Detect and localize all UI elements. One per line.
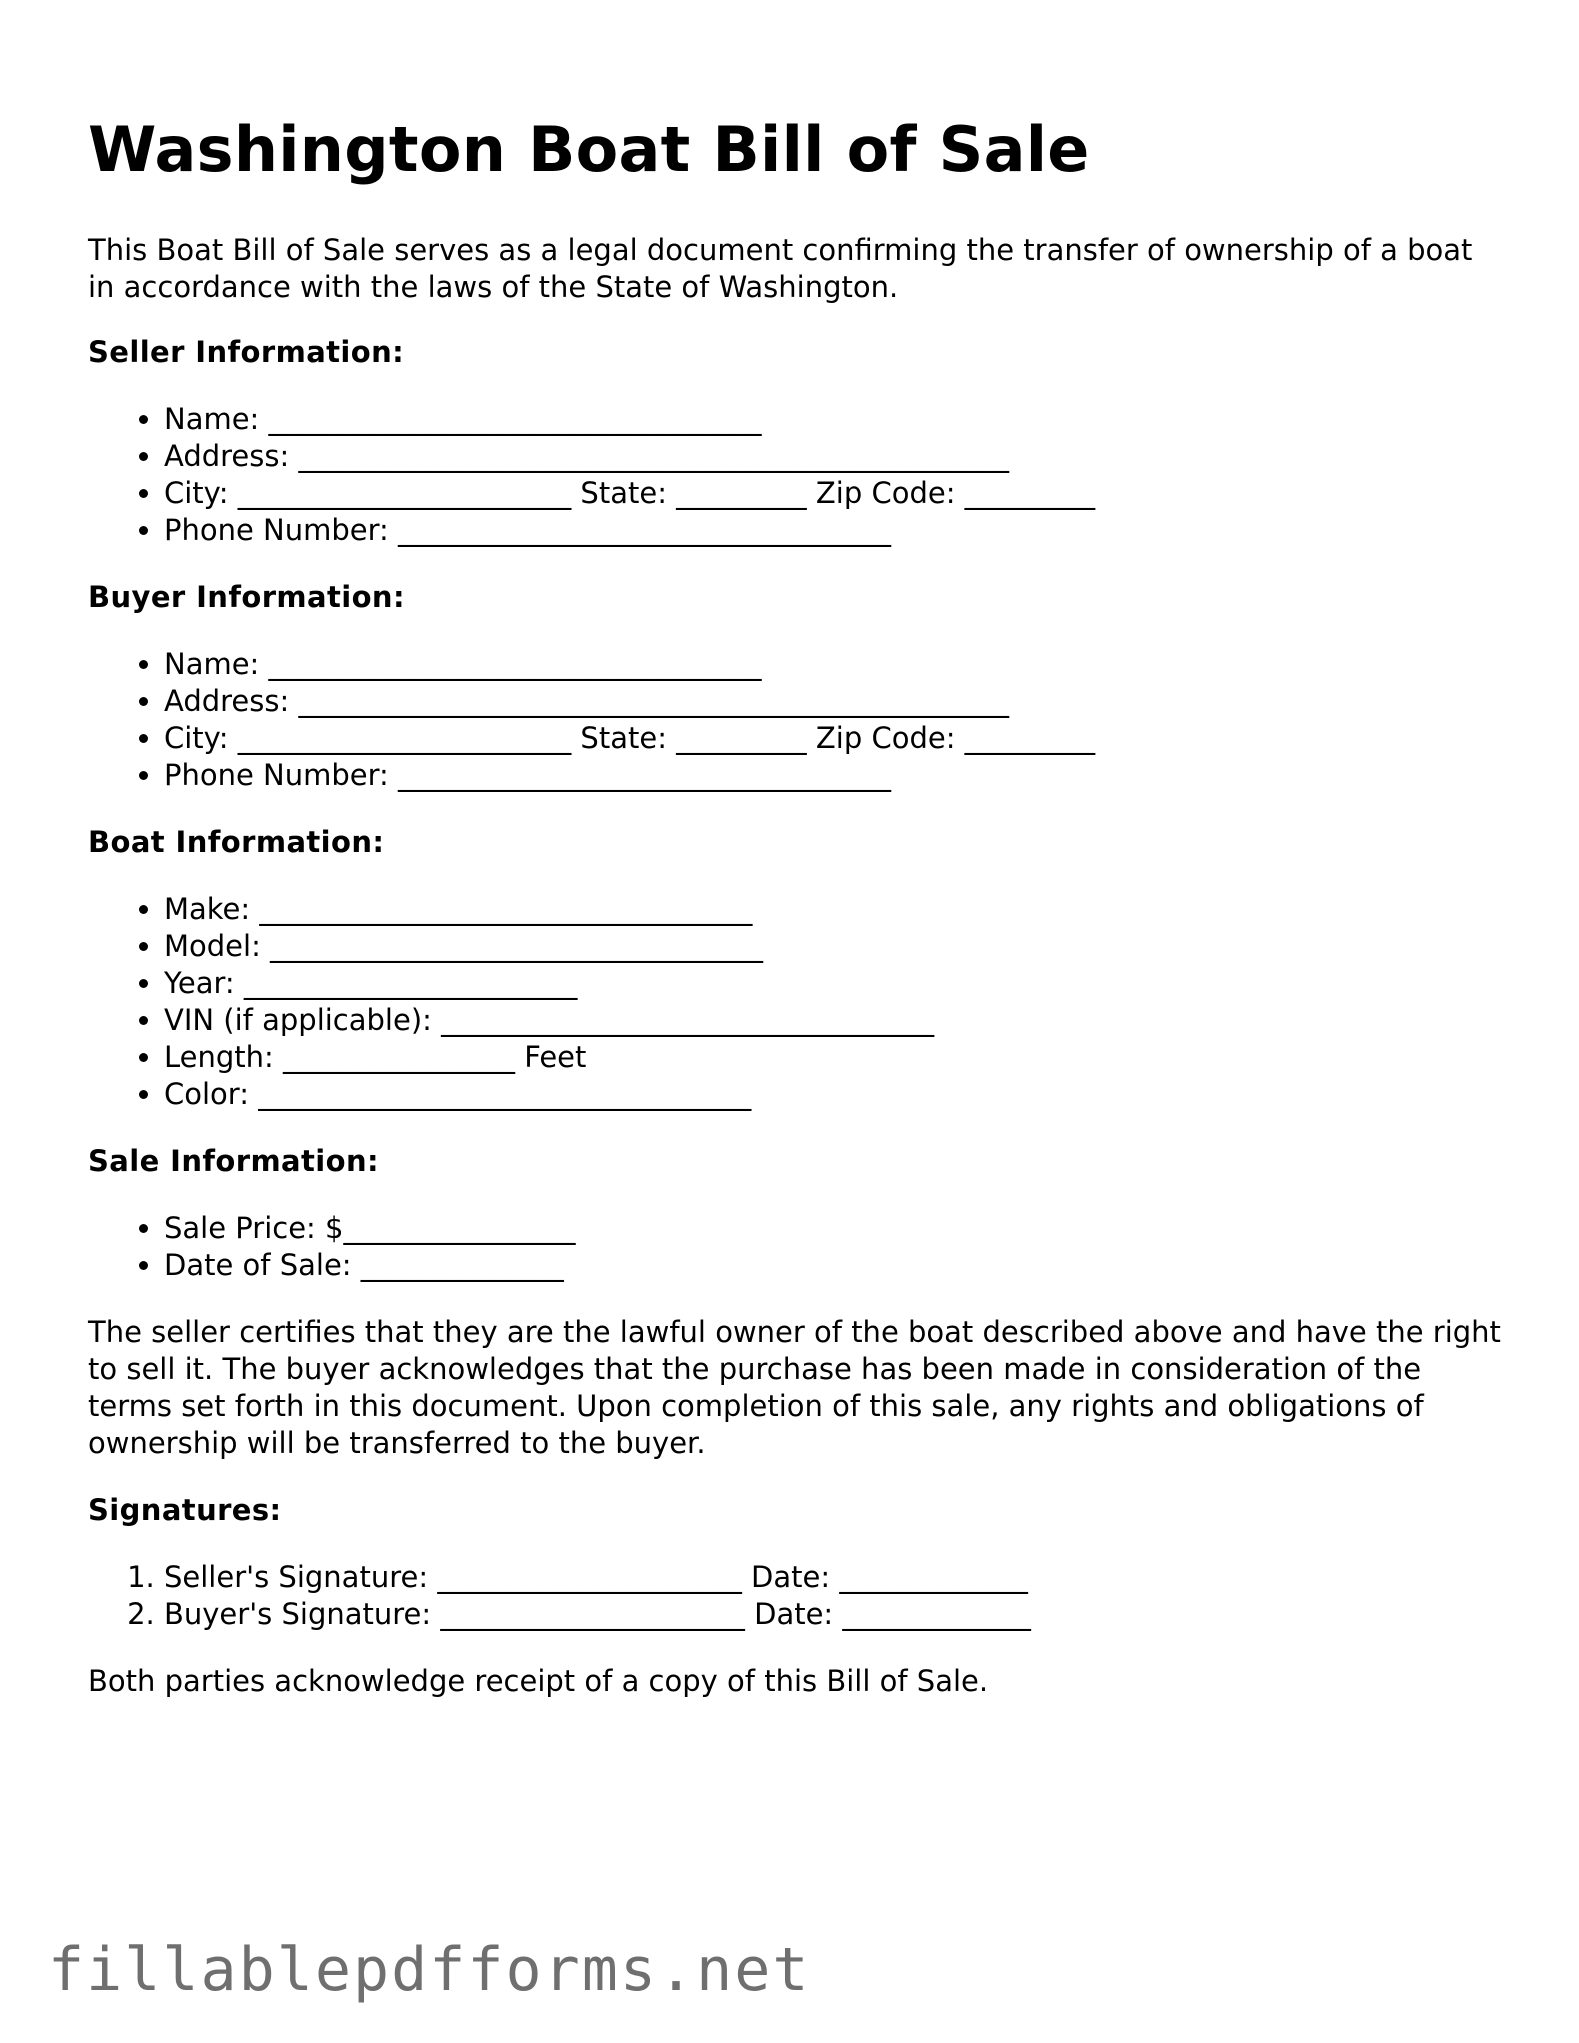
boat-year-field[interactable]: • Year: _______________________ bbox=[164, 965, 1508, 1002]
seller-name-field[interactable]: • Name: __________________________________ bbox=[164, 401, 1508, 438]
boat-color-field[interactable]: • Color: __________________________________ bbox=[164, 1076, 1508, 1113]
seller-city-state-zip-field[interactable]: • City: _______________________ State: _________ Zip Code: _________ bbox=[164, 475, 1508, 512]
boat-vin-field[interactable]: • VIN (if applicable): __________________________________ bbox=[164, 1002, 1508, 1039]
boat-fields bbox=[88, 891, 1508, 1113]
signatures-section-heading: Signatures: bbox=[88, 1493, 282, 1527]
buyer-fields bbox=[88, 646, 1508, 794]
buyer-address-field[interactable]: • Address: _________________________________________________ bbox=[164, 683, 1508, 720]
seller-section-heading: Seller Information: bbox=[88, 335, 405, 369]
signature-fields bbox=[88, 1559, 1508, 1633]
certification-paragraph: The seller certifies that they are the lawful owner of the boat described above and have the right to sell it. The buyer acknowledges that the purchase has been made in consideration of the terms set forth in this document. Upon completion of this sale, any rights and obligations of ownership will be transferred to the buyer. bbox=[88, 1315, 1501, 1460]
boat-make-field[interactable]: • Make: __________________________________ bbox=[164, 891, 1508, 928]
seller-address-field[interactable]: • Address: _________________________________________________ bbox=[164, 438, 1508, 475]
boat-section-heading: Boat Information: bbox=[88, 825, 385, 859]
intro-paragraph: This Boat Bill of Sale serves as a legal document confirming the transfer of ownership of a boat in accordance with the laws of the State of Washington. bbox=[88, 233, 1473, 304]
seller-signature-field[interactable]: 1. Seller's Signature: _____________________ Date: _____________ bbox=[164, 1559, 1508, 1596]
buyer-name-field[interactable]: • Name: __________________________________ bbox=[164, 646, 1508, 683]
buyer-phone-field[interactable]: • Phone Number: __________________________________ bbox=[164, 757, 1508, 794]
boat-model-field[interactable]: • Model: __________________________________ bbox=[164, 928, 1508, 965]
seller-fields bbox=[88, 401, 1508, 549]
seller-phone-field[interactable]: • Phone Number: __________________________________ bbox=[164, 512, 1508, 549]
closing-paragraph: Both parties acknowledge receipt of a copy of this Bill of Sale. bbox=[88, 1664, 989, 1698]
boat-length-field[interactable]: • Length: ________________ Feet bbox=[164, 1039, 1508, 1076]
sale-price-field[interactable]: • Sale Price: $________________ bbox=[164, 1210, 1508, 1247]
sale-fields bbox=[88, 1210, 1508, 1284]
sale-date-field[interactable]: • Date of Sale: ______________ bbox=[164, 1247, 1508, 1284]
document-page bbox=[88, 108, 1508, 1700]
buyer-signature-field[interactable]: 2. Buyer's Signature: _____________________ Date: _____________ bbox=[164, 1596, 1508, 1633]
page-title: Washington Boat Bill of Sale bbox=[88, 113, 1090, 186]
buyer-city-state-zip-field[interactable]: • City: _______________________ State: _________ Zip Code: _________ bbox=[164, 720, 1508, 757]
buyer-section-heading: Buyer Information: bbox=[88, 580, 405, 614]
sale-section-heading: Sale Information: bbox=[88, 1144, 379, 1178]
watermark: fillablepdfforms.net bbox=[48, 1935, 811, 2005]
